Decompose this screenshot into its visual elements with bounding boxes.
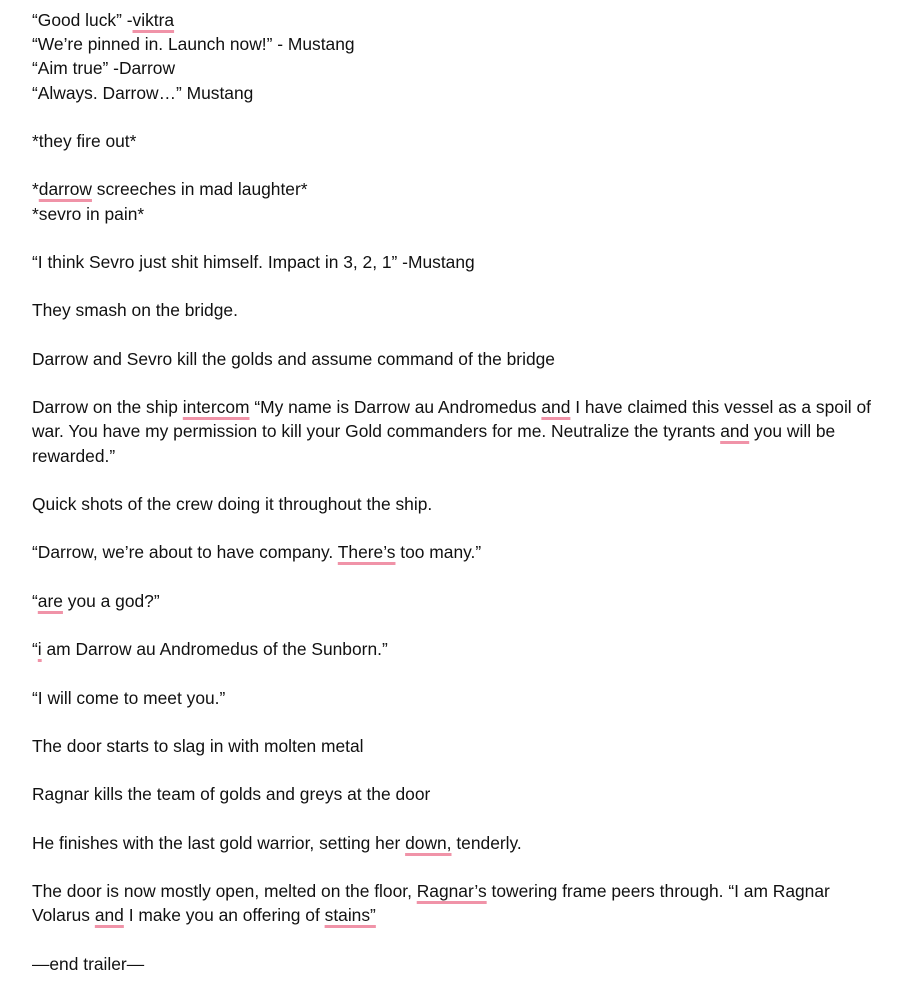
blank-line bbox=[32, 323, 892, 347]
dialogue-line-are-you-a-god bbox=[32, 589, 892, 613]
text-segment: “Darrow, we’re about to have company. bbox=[32, 542, 338, 563]
dialogue-line-good-luck bbox=[32, 8, 892, 32]
blank-line bbox=[32, 807, 892, 831]
dialogue-line-sunborn bbox=[32, 637, 892, 661]
action-line-assume-command: Darrow and Sevro kill the golds and assume command of the bridge bbox=[32, 348, 555, 369]
misspelled-word[interactable]: intercom bbox=[182, 397, 250, 418]
misspelled-word[interactable]: Ragnar’s bbox=[416, 881, 487, 902]
dialogue-line-company bbox=[32, 540, 892, 564]
misspelled-word[interactable]: viktra bbox=[132, 10, 175, 30]
action-line-ragnar-kills: Ragnar kills the team of golds and greys at the door bbox=[32, 784, 431, 805]
paragraph-intercom bbox=[32, 395, 892, 468]
action-line-smash: They smash on the bridge. bbox=[32, 300, 238, 321]
dialogue-line-impact: “I think Sevro just shit himself. Impact in 3, 2, 1” -Mustang bbox=[32, 251, 475, 272]
action-line-quick-shots: Quick shots of the crew doing it throughout the ship. bbox=[32, 493, 433, 514]
text-segment: towering frame peers through. “I am Ragnar Volarus bbox=[32, 881, 830, 926]
blank-line bbox=[32, 613, 892, 637]
text-segment: I have claimed this vessel as a spoil of war. You have my permission to kill your Gold commanders for me. Neutralize the tyrants bbox=[32, 397, 872, 442]
dialogue-line-come-to-meet: “I will come to meet you.” bbox=[32, 687, 226, 708]
dialogue-line-aim-true: “Aim true” -Darrow bbox=[32, 58, 175, 79]
text-segment: you a god?” bbox=[62, 590, 160, 611]
end-trailer-marker: —end trailer— bbox=[32, 953, 145, 974]
text-segment: am Darrow au Andromedus of the Sunborn.” bbox=[41, 639, 388, 660]
action-line-sevro-pain: *sevro in pain* bbox=[32, 203, 145, 224]
text-segment: “Good luck” - bbox=[32, 10, 133, 30]
text-segment: “ bbox=[32, 590, 38, 611]
blank-line bbox=[32, 565, 892, 589]
blank-line bbox=[32, 105, 892, 129]
text-segment: The door is now mostly open, melted on the floor, bbox=[32, 881, 417, 902]
text-segment: tenderly. bbox=[451, 832, 522, 853]
blank-line bbox=[32, 153, 892, 177]
dialogue-line-always: “Always. Darrow…” Mustang bbox=[32, 82, 254, 103]
blank-line bbox=[32, 661, 892, 685]
grammar-flagged-word[interactable]: are bbox=[37, 590, 63, 611]
blank-line bbox=[32, 468, 892, 492]
text-segment: I make you an offering of bbox=[123, 905, 325, 926]
grammar-flagged-word[interactable]: and bbox=[94, 905, 124, 926]
text-segment: * bbox=[32, 179, 39, 200]
text-segment: Darrow on the ship bbox=[32, 397, 183, 418]
blank-line bbox=[32, 516, 892, 540]
text-segment: too many.” bbox=[395, 542, 482, 563]
blank-line bbox=[32, 226, 892, 250]
action-line-door-slag: The door starts to slag in with molten metal bbox=[32, 735, 364, 756]
action-line-fire-out: *they fire out* bbox=[32, 131, 137, 151]
misspelled-word[interactable]: darrow bbox=[38, 179, 92, 200]
blank-line bbox=[32, 758, 892, 782]
blank-line bbox=[32, 710, 892, 734]
grammar-flagged-word[interactable]: stains” bbox=[324, 905, 376, 926]
blank-line bbox=[32, 371, 892, 395]
text-segment: “ bbox=[32, 639, 38, 660]
paragraph-ragnar-offering bbox=[32, 879, 892, 927]
grammar-flagged-word[interactable]: and bbox=[720, 421, 750, 442]
action-line-last-warrior bbox=[32, 831, 892, 855]
text-segment: you will be rewarded.” bbox=[32, 421, 836, 466]
action-line-darrow-laughter bbox=[32, 177, 892, 201]
grammar-flagged-word[interactable]: i bbox=[37, 639, 42, 660]
blank-line bbox=[32, 927, 892, 951]
dialogue-line-pinned-in: “We’re pinned in. Launch now!” - Mustang bbox=[32, 34, 355, 55]
document-body[interactable] bbox=[32, 8, 892, 976]
grammar-flagged-word[interactable]: There’s bbox=[337, 542, 396, 563]
grammar-flagged-word[interactable]: and bbox=[541, 397, 571, 418]
blank-line bbox=[32, 274, 892, 298]
text-segment: screeches in mad laughter* bbox=[91, 179, 308, 200]
grammar-flagged-word[interactable]: down, bbox=[405, 832, 452, 853]
text-segment: He finishes with the last gold warrior, setting her bbox=[32, 832, 406, 853]
blank-line bbox=[32, 855, 892, 879]
text-segment: “My name is Darrow au Andromedus bbox=[249, 397, 542, 418]
